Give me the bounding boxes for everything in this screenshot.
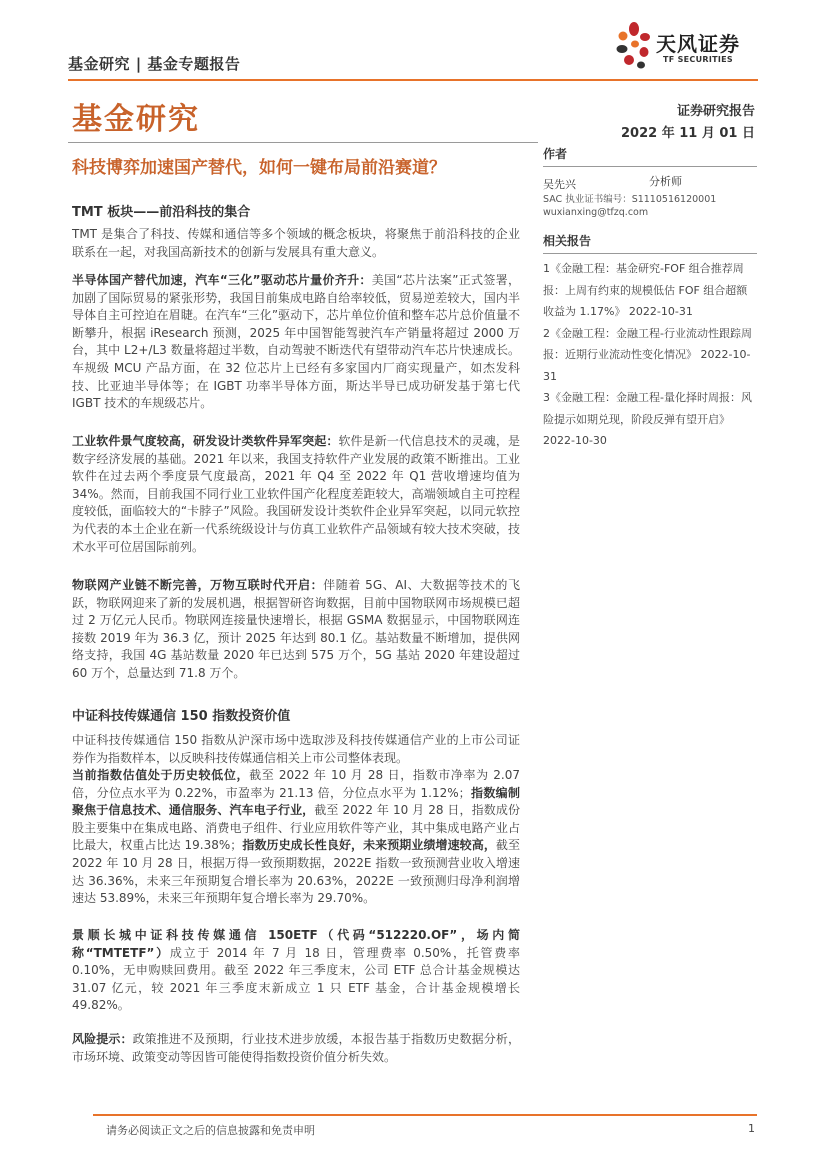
sidebar-author xyxy=(543,145,757,218)
author-email[interactable]: wuxianxing@tfzq.com xyxy=(543,207,649,218)
logo-mark-icon xyxy=(614,20,654,72)
breadcrumb: 基金研究 | 基金专题报告 xyxy=(68,55,241,73)
footer-divider xyxy=(93,1114,757,1116)
related-heading: 相关报告 xyxy=(543,234,592,248)
report-type: 证券研究报告 xyxy=(676,104,755,119)
paragraph xyxy=(72,433,520,556)
section-heading: 中证科技传媒通信 150 指数投资价值 xyxy=(72,709,291,724)
report-subtitle: 科技博弈加速国产替代，如何一键布局前沿赛道？ xyxy=(72,158,446,178)
report-date: 2022 年 11 月 01 日 xyxy=(621,126,755,141)
paragraph-text: 成立于 2014 年 7 月 18 日，管理费率 0.50%，托管费率 0.10%，无申购赎回费用。截至 2022 年三季度末，公司 ETF 总合计基金规模达 31.07 亿元，较 2021 年三季度末新成立 1 只 ETF 基金，合计基金规模增长 49.82%。 xyxy=(72,945,520,1013)
related-report-item[interactable]: 1《金融工程：基金研究-FOF 组合推荐周报：上周有约束的规模低估 FOF 组合超额收益为 1.17%》 2022-10-31 xyxy=(543,262,748,318)
risk-lead: 风险提示： xyxy=(72,1032,133,1046)
paragraph-lead: 当前指数估值处于历史较低位， xyxy=(72,768,250,782)
sidebar-divider xyxy=(543,166,757,167)
paragraph: 中证科技传媒通信 150 指数从沪深市场中选取涉及科技传媒通信产业的上市公司证券作为指数样本，以反映科技传媒通信相关上市公司整体表现。 xyxy=(72,733,520,765)
paragraph-text: 截至 2022 年 10 月 28 日，指数市净率为 2.07 倍，分位点水平为 0.22%，市盈率为 21.13 倍，分位点水平为 1.12%； xyxy=(72,768,520,800)
page-title: 基金研究 xyxy=(72,102,200,137)
sidebar-divider xyxy=(543,253,757,254)
footer-disclaimer: 请务必阅读正文之后的信息披露和免责申明 xyxy=(106,1124,315,1137)
paragraph-lead: 物联网产业链不断完善，万物互联时代开启： xyxy=(72,578,324,592)
paragraph-lead: 景顺长城中证科技传媒通信 150ETF（代码“512220.OF”，场内简称“TMTETF”） xyxy=(72,928,520,960)
risk-text: 政策推进不及预期，行业技术进步放缓，本报告基于指数历史数据分析，市场环境、政策变动等因皆可能使得指数投资价值分析失效。 xyxy=(72,1032,520,1064)
paragraph-text: 截至 2022 年 10 月 28 日，根据万得一致预期数据，2022E 指数一致预测营业收入增速达 36.36%，未来三年预期复合增长率为 20.63%，2022E 一致预测归母净利润增速达 53.89%，未来三年预期年复合增长率为 29.70%。 xyxy=(72,838,520,906)
author-name: 吴先兴 xyxy=(543,178,576,191)
page-number: 1 xyxy=(748,1122,755,1135)
paragraph-text: 伴随着 5G、AI、大数据等技术的飞跃，物联网迎来了新的发展机遇，根据智研咨询数据，目前中国物联网市场规模已超过 2 万亿元人民币。物联网连接量快速增长，根据 GSMA 数据显示，中国物联网连接数 2019 年为 36.3 亿，预计 2025 年达到 80.1 亿。基站数量不断增加，提供网络支持，我国 4G 基站数量 2020 年已达到 575 万个，5G 基站 2020 年建设超过 60 万个，总量达到 71.8 万个。 xyxy=(72,578,520,680)
section-heading: TMT 板块——前沿科技的集合 xyxy=(72,205,251,220)
related-report-item[interactable]: 2《金融工程：金融工程-行业流动性跟踪周报：近期行业流动性变化情况》 2022-10-31 xyxy=(543,326,752,383)
paragraph-text: 美国“芯片法案”正式签署，加剧了国际贸易的紧张形势，我国目前集成电路自给率较低，贸易逆差较大，国内半导体自主可控迫在眉睫。在汽车“三化”驱动下，芯片单位价值和整车芯片总价值量不断攀升，根据 iResearch 预测，2025 年中国智能驾驶汽车产销量将超过 2000 万台，其中 L2+/L3 数量将超过半数，自动驾驶不断迭代有望带动汽车芯片快速成长。车规级 MCU 产品方面，在 32 位芯片上已经有多家国内厂商实现量产，如杰发科技、比亚迪半导体等；在 IGBT 功率半导体方面，斯达半导已成功研发基于第七代 IGBT 技术的车规级芯片。 xyxy=(72,273,521,411)
paragraph xyxy=(72,927,520,1015)
paragraph-text: 软件是新一代信息技术的灵魂，是数字经济发展的基础。2021 年以来，我国支持软件产业发展的政策不断推出。工业软件在过去两个季度景气度最高，2021 年 Q4 至 2022 年 Q1 营收增速均值为 34%。然而，目前我国不同行业工业软件国产化程度差距较大，高端领域自主可控程度较低，面临较大的“卡脖子”风险。我国研发设计类软件企业异军突起，以同元软控为代表的本土企业在新一代系统级设计与仿真工业软件产品领域有较大技术突破，技术水平可位居国际前列。 xyxy=(72,434,520,554)
author-cert: SAC 执业证书编号：S1110516120001 xyxy=(543,194,717,205)
paragraph xyxy=(72,767,520,908)
paragraph-lead: 指数编制聚焦于信息技术、通信服务、汽车电子行业， xyxy=(72,785,520,818)
title-divider xyxy=(68,142,538,143)
author-heading: 作者 xyxy=(543,147,568,161)
paragraph-lead: 工业软件景气度较高，研发设计类软件异军突起： xyxy=(72,434,339,448)
logo-english: TF SECURITIES xyxy=(663,55,733,64)
author-role: 分析师 xyxy=(649,175,682,188)
paragraph xyxy=(72,272,520,413)
risk-paragraph xyxy=(72,1031,520,1066)
paragraph xyxy=(72,577,520,683)
paragraph: TMT 是集合了科技、传媒和通信等多个领域的概念板块，将聚焦于前沿科技的企业联系在一起，对我国高新技术的创新与发展具有重大意义。 xyxy=(72,227,520,259)
paragraph-text: 截至 2022 年 10 月 28 日，指数成份股主要集中在集成电路、消费电子组件、行业应用软件等产业，其中集成电路产业占比最大，权重占比达 19.38%； xyxy=(72,803,520,853)
logo-text: 天风证券 xyxy=(656,32,740,56)
related-report-item[interactable]: 3《金融工程：金融工程-量化择时周报：风险提示如期兑现，阶段反弹有望开启》 2022-10-30 xyxy=(543,391,752,447)
sidebar-related xyxy=(543,232,757,452)
paragraph-lead: 指数历史成长性良好，未来预期业绩增速较高， xyxy=(242,838,496,853)
paragraph-lead: 半导体国产替代加速，汽车“三化”驱动芯片量价齐升： xyxy=(72,273,372,287)
header-divider xyxy=(68,79,758,81)
